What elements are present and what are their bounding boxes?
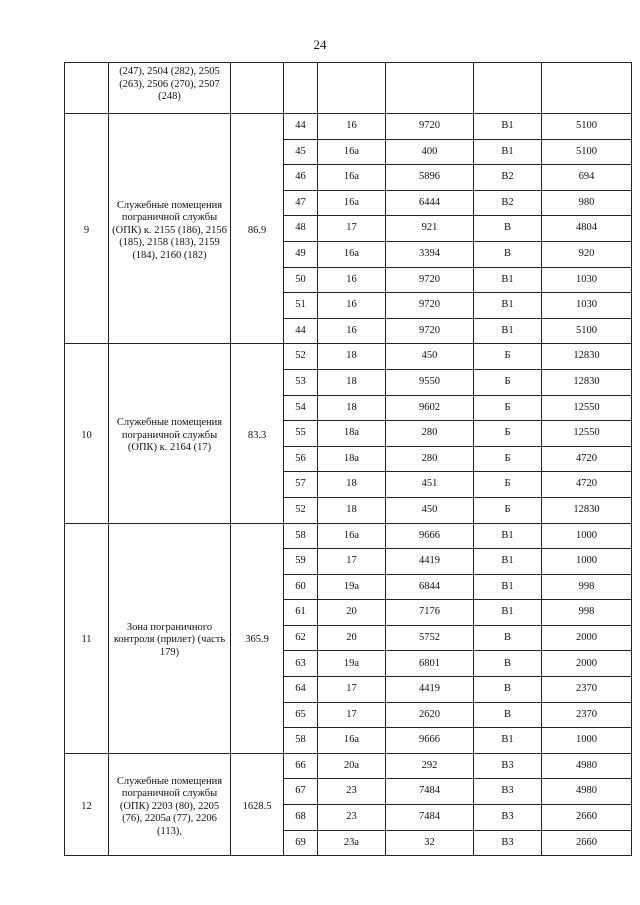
point-number-cell: 54 (284, 395, 318, 421)
point-number-cell: 64 (284, 677, 318, 703)
value-cell: 4419 (386, 549, 474, 575)
amount-cell: 2000 (542, 651, 632, 677)
class-cell: В1 (474, 114, 542, 140)
value-cell: 9550 (386, 369, 474, 395)
code-cell: 18 (318, 369, 386, 395)
point-number-cell: 46 (284, 165, 318, 191)
value-cell: 9602 (386, 395, 474, 421)
value-cell: 2620 (386, 702, 474, 728)
amount-cell: 4720 (542, 472, 632, 498)
amount-cell: 1000 (542, 523, 632, 549)
class-cell: В2 (474, 190, 542, 216)
class-cell: В1 (474, 318, 542, 344)
value-cell: 6801 (386, 651, 474, 677)
amount-cell: 1000 (542, 549, 632, 575)
value-cell: 9720 (386, 318, 474, 344)
point-number-cell: 44 (284, 114, 318, 140)
amount-cell: 1030 (542, 293, 632, 319)
value-cell: 9720 (386, 114, 474, 140)
amount-cell: 5100 (542, 318, 632, 344)
class-cell: Б (474, 369, 542, 395)
class-cell: Б (474, 421, 542, 447)
class-cell: В1 (474, 600, 542, 626)
code-cell: 20 (318, 600, 386, 626)
amount-cell: 998 (542, 600, 632, 626)
code-cell: 23 (318, 805, 386, 831)
value-cell: 400 (386, 139, 474, 165)
code-cell: 23а (318, 830, 386, 856)
value-cell: 451 (386, 472, 474, 498)
point-number-cell: 49 (284, 241, 318, 267)
point-number-cell: 58 (284, 728, 318, 754)
value-cell: 9666 (386, 523, 474, 549)
point-number-cell: 55 (284, 421, 318, 447)
code-cell: 16а (318, 190, 386, 216)
class-cell: В1 (474, 139, 542, 165)
amount-cell: 920 (542, 241, 632, 267)
amount-cell: 2660 (542, 805, 632, 831)
group-name: Служебные помещения пограничной службы (ОПК) к. 2164 (17) (109, 344, 231, 523)
point-number-cell: 52 (284, 497, 318, 523)
class-cell: В (474, 651, 542, 677)
amount-cell: 12830 (542, 344, 632, 370)
value-cell: 5896 (386, 165, 474, 191)
group-number: 11 (65, 523, 109, 753)
amount-cell: 998 (542, 574, 632, 600)
class-cell: Б (474, 395, 542, 421)
point-number-cell: 66 (284, 753, 318, 779)
table-row (65, 753, 632, 779)
class-cell: Б (474, 497, 542, 523)
point-number-cell: 52 (284, 344, 318, 370)
value-cell: 450 (386, 344, 474, 370)
code-cell: 18 (318, 344, 386, 370)
value-cell: 9666 (386, 728, 474, 754)
continuation-num (65, 63, 109, 114)
point-number-cell: 62 (284, 625, 318, 651)
point-number-cell: 61 (284, 600, 318, 626)
amount-cell: 980 (542, 190, 632, 216)
point-number-cell: 57 (284, 472, 318, 498)
amount-cell: 1000 (542, 728, 632, 754)
table-row (65, 523, 632, 549)
group-area: 86.9 (231, 114, 284, 344)
code-cell: 18 (318, 497, 386, 523)
code-cell: 16а (318, 523, 386, 549)
value-cell: 7176 (386, 600, 474, 626)
value-cell: 9720 (386, 293, 474, 319)
code-cell: 16 (318, 114, 386, 140)
code-cell: 19а (318, 574, 386, 600)
amount-cell: 694 (542, 165, 632, 191)
code-cell: 16 (318, 318, 386, 344)
value-cell: 32 (386, 830, 474, 856)
group-area: 365.9 (231, 523, 284, 753)
class-cell: В (474, 625, 542, 651)
value-cell: 3394 (386, 241, 474, 267)
point-number-cell: 67 (284, 779, 318, 805)
amount-cell: 5100 (542, 139, 632, 165)
amount-cell: 4980 (542, 779, 632, 805)
amount-cell: 12550 (542, 395, 632, 421)
class-cell: В1 (474, 293, 542, 319)
amount-cell: 12830 (542, 369, 632, 395)
value-cell: 7484 (386, 805, 474, 831)
code-cell: 17 (318, 549, 386, 575)
class-cell: В (474, 216, 542, 242)
code-cell: 16а (318, 241, 386, 267)
class-cell: В1 (474, 574, 542, 600)
group-area: 83.3 (231, 344, 284, 523)
point-number-cell: 53 (284, 369, 318, 395)
point-number-cell: 59 (284, 549, 318, 575)
value-cell: 5752 (386, 625, 474, 651)
value-cell: 7484 (386, 779, 474, 805)
code-cell: 16 (318, 267, 386, 293)
code-cell: 18 (318, 472, 386, 498)
amount-cell: 1030 (542, 267, 632, 293)
amount-cell: 4980 (542, 753, 632, 779)
code-cell: 18 (318, 395, 386, 421)
code-cell: 19а (318, 651, 386, 677)
code-cell: 16а (318, 728, 386, 754)
group-name: Служебные помещения пограничной службы (ОПК) к. 2155 (186), 2156 (185), 2158 (183), 2159 (184), 2160 (182) (109, 114, 231, 344)
class-cell: В1 (474, 728, 542, 754)
point-number-cell: 44 (284, 318, 318, 344)
amount-cell: 4804 (542, 216, 632, 242)
class-cell: Б (474, 472, 542, 498)
class-cell: В1 (474, 267, 542, 293)
point-number-cell: 63 (284, 651, 318, 677)
point-number-cell: 47 (284, 190, 318, 216)
amount-cell: 2000 (542, 625, 632, 651)
code-cell: 20 (318, 625, 386, 651)
group-number: 10 (65, 344, 109, 523)
class-cell: В1 (474, 523, 542, 549)
value-cell: 921 (386, 216, 474, 242)
value-cell: 292 (386, 753, 474, 779)
page-number: 24 (313, 37, 327, 52)
class-cell: В3 (474, 753, 542, 779)
code-cell: 18а (318, 446, 386, 472)
value-cell: 9720 (386, 267, 474, 293)
class-cell: В3 (474, 779, 542, 805)
point-number-cell: 50 (284, 267, 318, 293)
amount-cell: 5100 (542, 114, 632, 140)
class-cell: В1 (474, 549, 542, 575)
class-cell: Б (474, 344, 542, 370)
group-number: 12 (65, 753, 109, 855)
point-number-cell: 58 (284, 523, 318, 549)
code-cell: 16а (318, 165, 386, 191)
amount-cell: 12550 (542, 421, 632, 447)
group-name: Служебные помещения пограничной службы (ОПК) 2203 (80), 2205 (76), 2205а (77), 2206 (113), (109, 753, 231, 855)
code-cell: 23 (318, 779, 386, 805)
amount-cell: 2370 (542, 702, 632, 728)
value-cell: 6844 (386, 574, 474, 600)
code-cell: 17 (318, 677, 386, 703)
code-cell: 17 (318, 216, 386, 242)
group-number: 9 (65, 114, 109, 344)
point-number-cell: 45 (284, 139, 318, 165)
value-cell: 280 (386, 446, 474, 472)
continuation-description: (247), 2504 (282), 2505 (263), 2506 (270), 2507 (248) (109, 63, 231, 114)
code-cell: 18а (318, 421, 386, 447)
data-table (64, 62, 632, 856)
class-cell: В3 (474, 830, 542, 856)
table-row (65, 114, 632, 140)
amount-cell: 4720 (542, 446, 632, 472)
class-cell: Б (474, 446, 542, 472)
code-cell: 17 (318, 702, 386, 728)
class-cell: В (474, 677, 542, 703)
code-cell: 20а (318, 753, 386, 779)
table-row (65, 344, 632, 370)
class-cell: В3 (474, 805, 542, 831)
group-name: Зона пограничного контроля (прилет) (часть 179) (109, 523, 231, 753)
value-cell: 280 (386, 421, 474, 447)
code-cell: 16 (318, 293, 386, 319)
continuation-row (65, 63, 632, 114)
group-area: 1628.5 (231, 753, 284, 855)
value-cell: 450 (386, 497, 474, 523)
class-cell: В2 (474, 165, 542, 191)
amount-cell: 2660 (542, 830, 632, 856)
point-number-cell: 56 (284, 446, 318, 472)
amount-cell: 12830 (542, 497, 632, 523)
point-number-cell: 69 (284, 830, 318, 856)
point-number-cell: 60 (284, 574, 318, 600)
point-number-cell: 65 (284, 702, 318, 728)
value-cell: 6444 (386, 190, 474, 216)
point-number-cell: 48 (284, 216, 318, 242)
class-cell: В (474, 702, 542, 728)
code-cell: 16а (318, 139, 386, 165)
amount-cell: 2370 (542, 677, 632, 703)
point-number-cell: 68 (284, 805, 318, 831)
class-cell: В (474, 241, 542, 267)
value-cell: 4419 (386, 677, 474, 703)
point-number-cell: 51 (284, 293, 318, 319)
